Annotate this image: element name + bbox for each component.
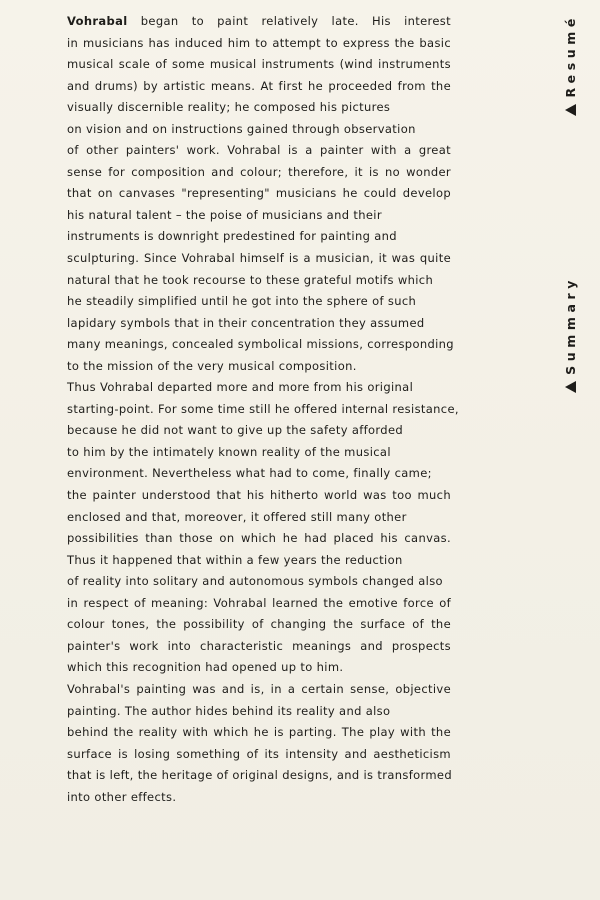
text-line: musical scale of some musical instruments (wind instruments (67, 57, 451, 72)
text-line: Thus Vohrabal departed more and more from his original (67, 380, 414, 395)
text-line: sense for composition and colour; therefore, it is no wonder (67, 164, 451, 179)
text-line: environment. Nevertheless what had to come, finally came; (67, 466, 432, 481)
text-line: his natural talent – the poise of musicians and their (67, 207, 382, 222)
text-line: because he did not want to give up the safety afforded (67, 423, 404, 438)
text-line: lapidary symbols that in their concentration they assumed (67, 315, 425, 330)
text-line: enclosed and that, moreover, it offered still many other (67, 509, 407, 524)
text-line: he steadily simplified until he got into the sphere of such (67, 294, 417, 309)
text-line: visually discernible reality; he composed his pictures (67, 100, 391, 115)
triangle-left-icon (565, 381, 576, 393)
text-line (67, 11, 451, 33)
first-line-text: began to paint relatively late. His interest (127, 14, 451, 28)
text-line: on vision and on instructions gained through observation (67, 121, 416, 136)
text-line: instruments is downright predestined for painting and (67, 229, 397, 244)
text-line: that on canvases "representing" musicians he could develop (67, 186, 451, 201)
text-line: of other painters' work. Vohrabal is a painter with a great (67, 143, 451, 158)
summary-side-tab (561, 276, 579, 393)
text-line: the painter understood that his hitherto world was too much (67, 488, 451, 503)
text-line: painter's work into characteristic meanings and prospects (67, 638, 451, 653)
text-line: surface is losing something of its intensity and aestheticism (67, 746, 451, 761)
text-line: and drums) by artistic means. At first he proceeded from the (67, 78, 451, 93)
triangle-left-icon (565, 104, 576, 116)
text-line: in respect of meaning: Vohrabal learned the emotive force of (67, 595, 451, 610)
text-line: to him by the intimately known reality of the musical (67, 444, 391, 459)
text-line: natural that he took recourse to these grateful motifs which (67, 272, 434, 287)
text-line: Thus it happened that within a few years the reduction (67, 552, 403, 567)
text-line: colour tones, the possibility of changing the surface of the (67, 617, 451, 632)
text-line: which this recognition had opened up to him. (67, 660, 344, 675)
text-line: possibilities than those on which he had placed his canvas. (67, 531, 451, 546)
text-line: starting-point. For some time still he offered internal resistance, (67, 401, 459, 416)
text-line: Vohrabal's painting was and is, in a certain sense, objective (67, 681, 451, 696)
text-line: into other effects. (67, 789, 177, 804)
text-line: behind the reality with which he is parting. The play with the (67, 725, 451, 740)
text-line: in musicians has induced him to attempt to express the basic (67, 35, 451, 50)
body-lines (67, 33, 459, 809)
text-line: many meanings, concealed symbolical missions, corresponding (67, 337, 454, 352)
text-line: sculpturing. Since Vohrabal himself is a musician, it was quite (67, 251, 451, 266)
summary-text-column (67, 11, 459, 808)
resume-label: Resumé (562, 14, 578, 98)
resume-side-tab (561, 14, 579, 116)
summary-label: Summary (562, 276, 578, 375)
text-line: that is left, the heritage of original designs, and is transformed (67, 768, 453, 783)
lead-word: Vohrabal (67, 14, 128, 28)
text-line: to the mission of the very musical composition. (67, 358, 357, 373)
text-line: painting. The author hides behind its reality and also (67, 703, 391, 718)
text-line: of reality into solitary and autonomous symbols changed also (67, 574, 443, 589)
